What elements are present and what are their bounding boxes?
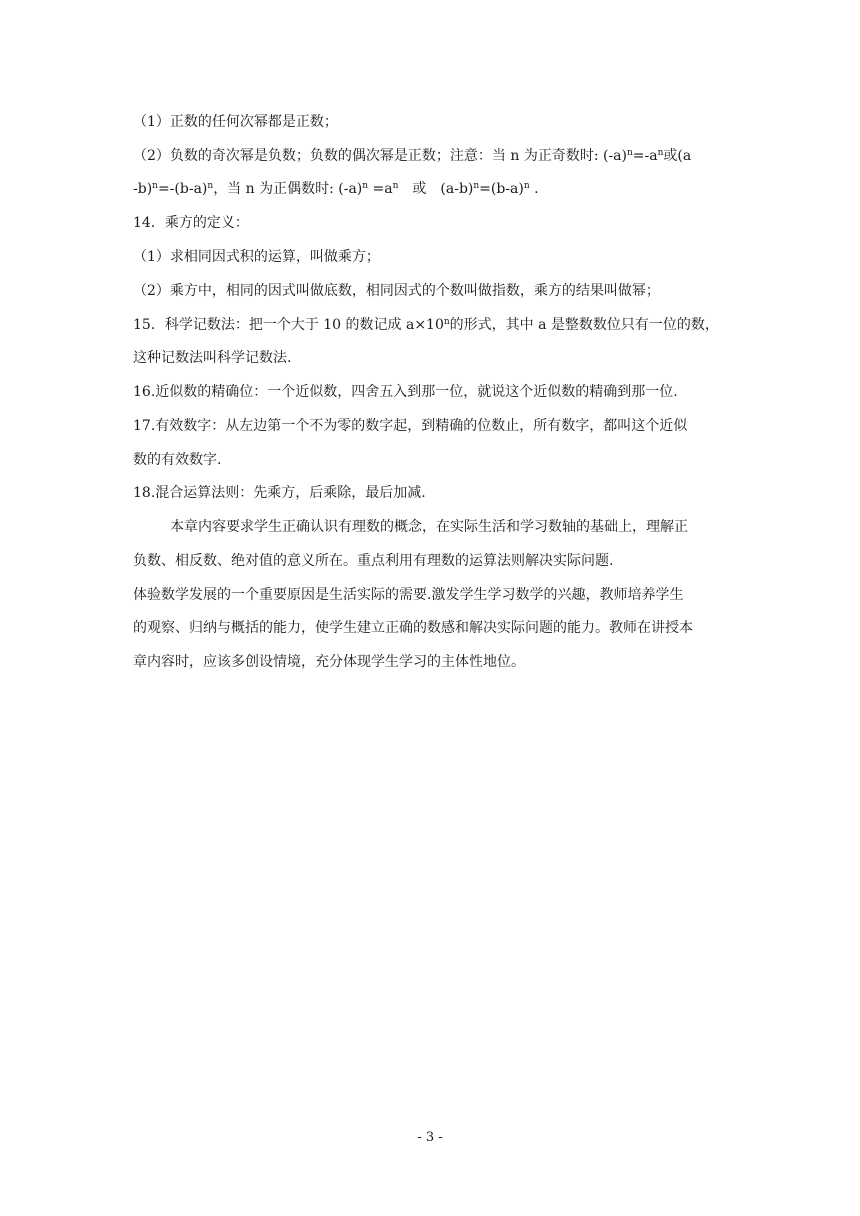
text-line (133, 416, 687, 436)
rule-text: 16.近似数的精确位：一个近似数，四舍五入到那一位，就说这个近似数的精确到那一位. (133, 384, 678, 400)
rule-text: =-(b-a) (157, 181, 208, 197)
rule-text: 这种记数法叫科学记数法. (133, 350, 292, 366)
paragraph-text: 章内容时，应该多创设情境，充分体现学生学习的主体性地位。 (133, 654, 525, 670)
text-line (133, 450, 221, 470)
paragraph-text: 的观察、归纳与概括的能力，使学生建立正确的数感和解决实际问题的能力。教师在讲授本 (133, 620, 693, 636)
section-heading (133, 213, 249, 233)
heading-text: 14．乘方的定义： (133, 215, 249, 231)
rule-text: =a (368, 181, 393, 197)
rule-text: 数的有效数字. (133, 452, 222, 468)
exponent: n (523, 181, 530, 191)
exponent: n (627, 148, 633, 158)
rule-text: 或 (a-b) (398, 181, 474, 197)
text-line (133, 315, 719, 335)
exponent: n (207, 181, 214, 191)
paragraph-text: 负数、相反数、绝对值的意义所在。重点利用有理数的运算法则解决实际问题. (133, 553, 614, 569)
exponent: n (152, 181, 158, 191)
rule-text: =-a (632, 148, 658, 164)
rule-text: 或(a (663, 148, 692, 164)
text-line (133, 382, 678, 402)
paragraph-text: 本章内容要求学生正确认识有理数的概念，在实际生活和学习数轴的基础上，理解正 (170, 519, 688, 535)
exponent: n (362, 181, 369, 191)
rule-text: . (529, 181, 539, 197)
paragraph-line (133, 652, 525, 672)
text-line (133, 146, 691, 166)
rule-text: ，当 n 为正偶数时: (-a) (213, 181, 363, 197)
rule-text: -b) (133, 181, 153, 197)
rule-text: 18.混合运算法则：先乘方，后乘除，最后加减. (133, 485, 426, 501)
text-line (133, 483, 426, 503)
rule-text: （2）负数的奇次幂是负数；负数的偶次幂是正数；注意：当 n 为正奇数时: (-a) (133, 148, 627, 164)
rule-text: （1）正数的任何次幂都是正数； (133, 114, 338, 130)
rule-text: 17.有效数字：从左边第一个不为零的数字起，到精确的位数止，所有数字，都叫这个近似 (133, 418, 688, 434)
text-line (133, 112, 338, 132)
exponent: n (443, 317, 450, 327)
rule-text: 的形式，其中 a 是整数数位只有一位的数， (449, 317, 719, 333)
rule-text: （1）求相同因式积的运算，叫做乘方； (133, 249, 380, 265)
paragraph-line (133, 618, 693, 638)
page-number: - 3 - (417, 1130, 443, 1145)
text-line (133, 179, 539, 199)
exponent: n (657, 148, 664, 158)
paragraph-line (170, 517, 688, 537)
rule-text: 15．科学记数法：把一个大于 10 的数记成 a×10 (133, 317, 444, 333)
exponent: n (473, 181, 480, 191)
paragraph-text: 体验数学发展的一个重要原因是生活实际的需要.激发学生学习数学的兴趣，教师培养学生 (133, 587, 684, 603)
text-line (133, 247, 380, 267)
text-line (133, 348, 291, 368)
exponent: n (392, 181, 399, 191)
paragraph-line (133, 585, 683, 605)
paragraph-line (133, 551, 613, 571)
text-line (133, 281, 660, 301)
rule-text: =(b-a) (479, 181, 524, 197)
rule-text: （2）乘方中，相同的因式叫做底数，相同因式的个数叫做指数，乘方的结果叫做幂； (133, 283, 660, 299)
